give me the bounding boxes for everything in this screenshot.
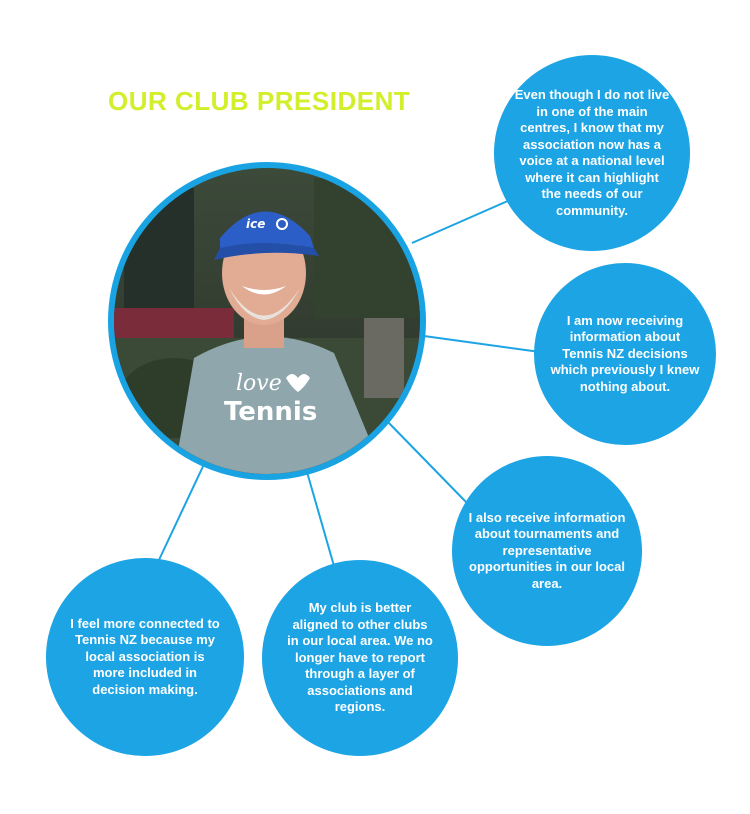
connector-line-1 [412, 200, 510, 243]
quote-text: I feel more connected to Tennis NZ because my local association is more included in decision making. [70, 615, 220, 697]
quote-text: I am now receiving information about Tennis NZ decisions which previously I knew nothing about. [550, 312, 700, 394]
quote-bubble-tournaments [452, 456, 642, 646]
page-title: OUR CLUB PRESIDENT [108, 86, 411, 116]
quote-text: Even though I do not live in one of the main centres, I know that my association now has a voice at a national level where it can highlight the needs of our community. [514, 87, 670, 218]
quote-bubble-tennis-nz-decisions [534, 263, 716, 445]
quote-bubble-national-voice [494, 55, 690, 251]
quote-text: My club is better aligned to other clubs in our local area. We no longer have to report through a layer of associations and regions. [287, 600, 433, 715]
connector-line-2 [424, 336, 540, 352]
connector-line-5 [158, 460, 206, 562]
president-photo-frame [108, 162, 426, 480]
shirt-text-tennis: Tennis [224, 397, 318, 427]
shirt-text-love: love [236, 371, 282, 396]
president-photo-illustration [114, 168, 420, 474]
cap-logo-text: ice [246, 217, 266, 231]
quote-bubble-more-connected [46, 558, 244, 756]
quote-text: I also receive information about tournaments and representative opportunities in our local area. [468, 509, 626, 591]
president-photo [114, 168, 420, 474]
quote-bubble-club-aligned [262, 560, 458, 756]
connector-line-3 [386, 420, 466, 502]
connector-line-4 [307, 472, 334, 566]
